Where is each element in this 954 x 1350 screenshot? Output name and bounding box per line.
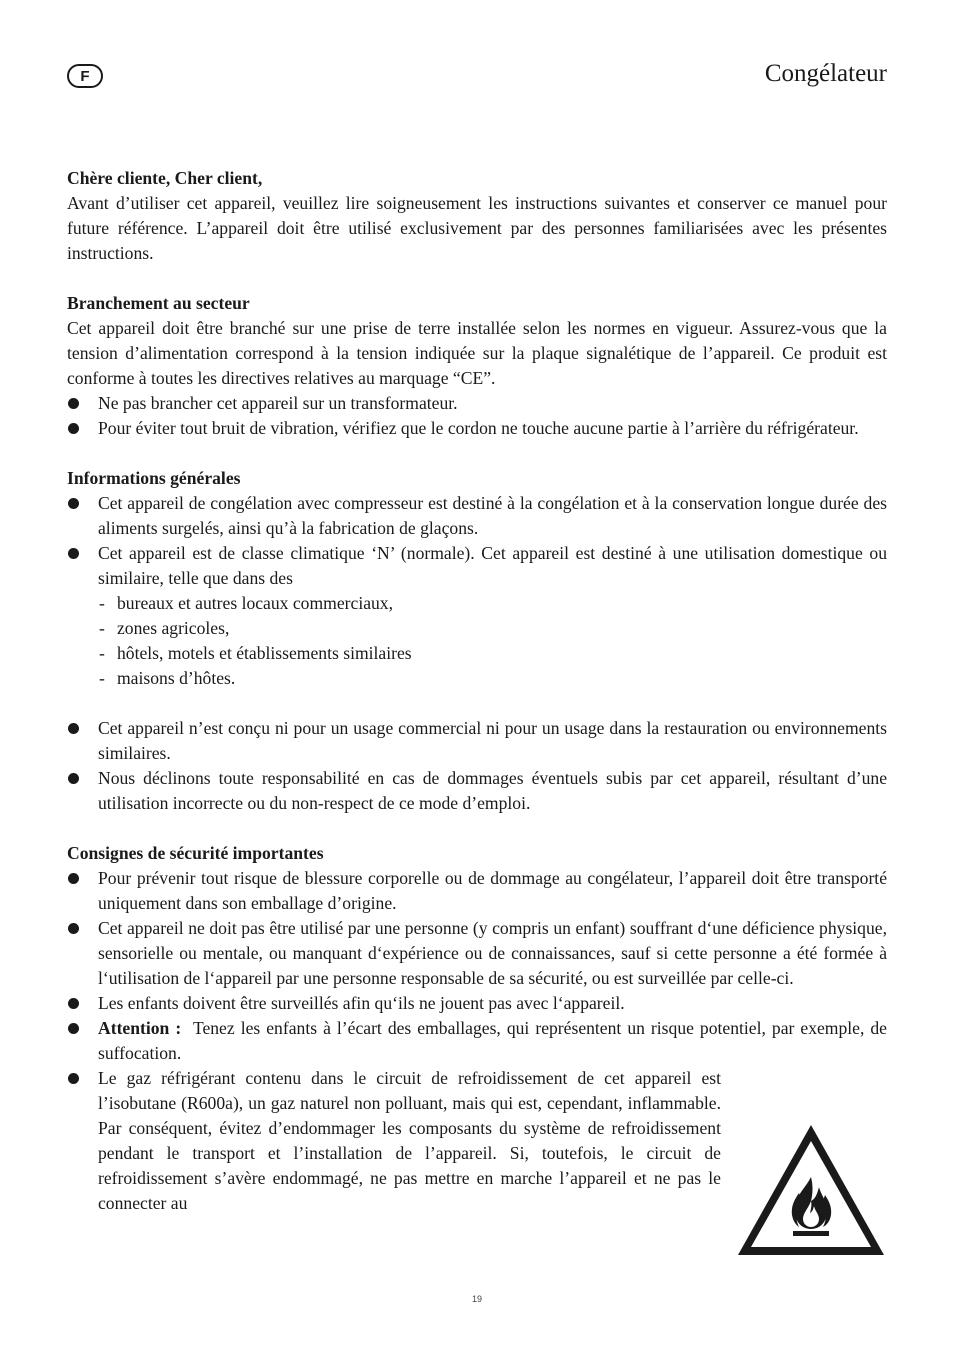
- list-item: Cet appareil ne doit pas être utilisé par une personne (y compris un enfant) souffrant d‘une déficience physique, sensorielle ou mentale, ou manquant d‘expérience ou de connaissances, sauf si cette personne a été formée à l‘utilisation de l‘appareil par une personne responsable de sa sécurité, ou est surveillée par celle-ci.: [67, 916, 887, 991]
- list-item: Les enfants doivent être surveillés afin qu‘ils ne jouent pas avec l‘appareil.: [67, 991, 887, 1016]
- greeting-section: [67, 166, 887, 266]
- attention-text: Tenez les enfants à l’écart des emballages, qui représentent un risque potentiel, par exemple, de suffocation.: [98, 1018, 887, 1063]
- general-bullet-list: [67, 491, 887, 691]
- usage-item: - maisons d’hôtes.: [98, 666, 887, 691]
- list-item-refrigerant: Le gaz réfrigérant contenu dans le circuit de refroidissement de cet appareil est l’isobutane (R600a), un gaz naturel non polluant, mais qui est, cependant, inflammable. Par conséquent, évitez d’endommager les composants du système de refroidissement pendant le transport et l’installation de l’appareil. Si, toutefois, le circuit de refroidissement s’avère endommagé, ne pas mettre en marche l’appareil et ne pas le connecter au: [67, 1066, 887, 1216]
- usage-item: - zones agricoles,: [98, 616, 887, 641]
- page-title: Congélateur: [764, 60, 887, 87]
- list-item: Cet appareil n’est conçu ni pour un usage commercial ni pour un usage dans la restauration ou environnements similaires.: [67, 716, 887, 766]
- language-badge: F: [67, 64, 103, 88]
- list-item: Pour éviter tout bruit de vibration, vérifiez que le cordon ne touche aucune partie à l’arrière du réfrigérateur.: [67, 416, 887, 441]
- usage-list: [98, 591, 887, 691]
- power-heading: Branchement au secteur: [67, 293, 250, 313]
- list-item: Ne pas brancher cet appareil sur un transformateur.: [67, 391, 887, 416]
- list-item-climate-class: [67, 541, 887, 691]
- usage-item: - hôtels, motels et établissements similaires: [98, 641, 887, 666]
- list-item: Pour prévenir tout risque de blessure corporelle ou de dommage au congélateur, l’appareil doit être transporté uniquement dans son emballage d’origine.: [67, 866, 887, 916]
- list-item: Nous déclinons toute responsabilité en cas de dommages éventuels subis par cet appareil, résultant d’une utilisation incorrecte ou du non-respect de ce mode d’emploi.: [67, 766, 887, 816]
- general-section: [67, 466, 887, 816]
- general-bullet-list-2: [67, 716, 887, 816]
- manual-content: [67, 166, 887, 1216]
- list-item: Cet appareil de congélation avec compresseur est destiné à la congélation et à la conservation longue durée des aliments surgelés, ainsi qu’à la fabrication de glaçons.: [67, 491, 887, 541]
- safety-heading: Consignes de sécurité importantes: [67, 843, 324, 863]
- attention-label: Attention :: [98, 1018, 182, 1038]
- greeting-paragraph: Avant d’utiliser cet appareil, veuillez lire soigneusement les instructions suivantes et conserver ce manuel pour future référence. L’appareil doit être utilisé exclusivement par des personnes familiarisées avec les présentes instructions.: [67, 193, 887, 263]
- usage-item: - bureaux et autres locaux commerciaux,: [98, 591, 887, 616]
- power-section: [67, 291, 887, 441]
- list-item-attention: [67, 1016, 887, 1066]
- flammable-warning-icon: [735, 1121, 887, 1259]
- general-heading: Informations générales: [67, 468, 241, 488]
- page-number: 19: [471, 1294, 482, 1304]
- power-paragraph: Cet appareil doit être branché sur une prise de terre installée selon les normes en vigueur. Assurez-vous que la tension d’alimentation correspond à la tension indiquée sur la plaque signalétique de l’appareil. Ce produit est conforme à toutes les directives relatives au marquage “CE”.: [67, 318, 887, 388]
- climate-class-text: Cet appareil est de classe climatique ‘N’ (normale). Cet appareil est destiné à une utilisation domestique ou similaire, telle que dans des: [98, 543, 887, 588]
- power-bullet-list: [67, 391, 887, 441]
- greeting-heading: Chère cliente, Cher client,: [67, 168, 263, 188]
